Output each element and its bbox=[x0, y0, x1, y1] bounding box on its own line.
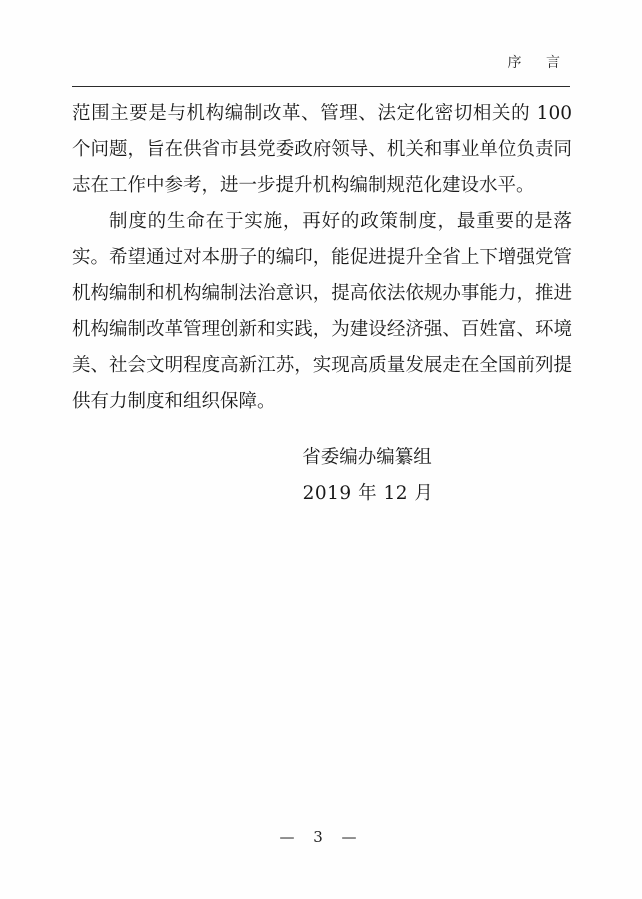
footer-dash-right: — bbox=[341, 828, 363, 846]
paragraph-1: 范围主要是与机构编制改革、管理、法定化密切相关的 100 个问题，旨在供省市县党委政府领导、机关和事业单位负责同志在工作中参考，进一步提升机构编制规范化建设水平。 bbox=[72, 103, 572, 196]
page-number: 3 bbox=[313, 828, 329, 846]
signature-author: 省委编办编纂组 bbox=[302, 447, 432, 468]
paragraph-2: 制度的生命在于实施，再好的政策制度，最重要的是落实。希望通过对本册子的编印，能促进提升全省上下增强党管机构编制和机构编制法治意识，提高依法依规办事能力，推进机构编制改革管理创新和实践，为建设经济强、百姓富、环境美、社会文明程度高新江苏，实现高质量发展走在全国前列提供有力制度和组织保障。 bbox=[72, 211, 572, 412]
page-footer bbox=[72, 828, 570, 846]
header-divider bbox=[72, 86, 570, 87]
signature-date: 2019 年 12 月 bbox=[302, 483, 434, 504]
signature-block bbox=[72, 440, 572, 512]
running-header: 序 言 bbox=[507, 55, 570, 71]
footer-dash-left: — bbox=[279, 828, 301, 846]
body-content bbox=[72, 96, 572, 420]
